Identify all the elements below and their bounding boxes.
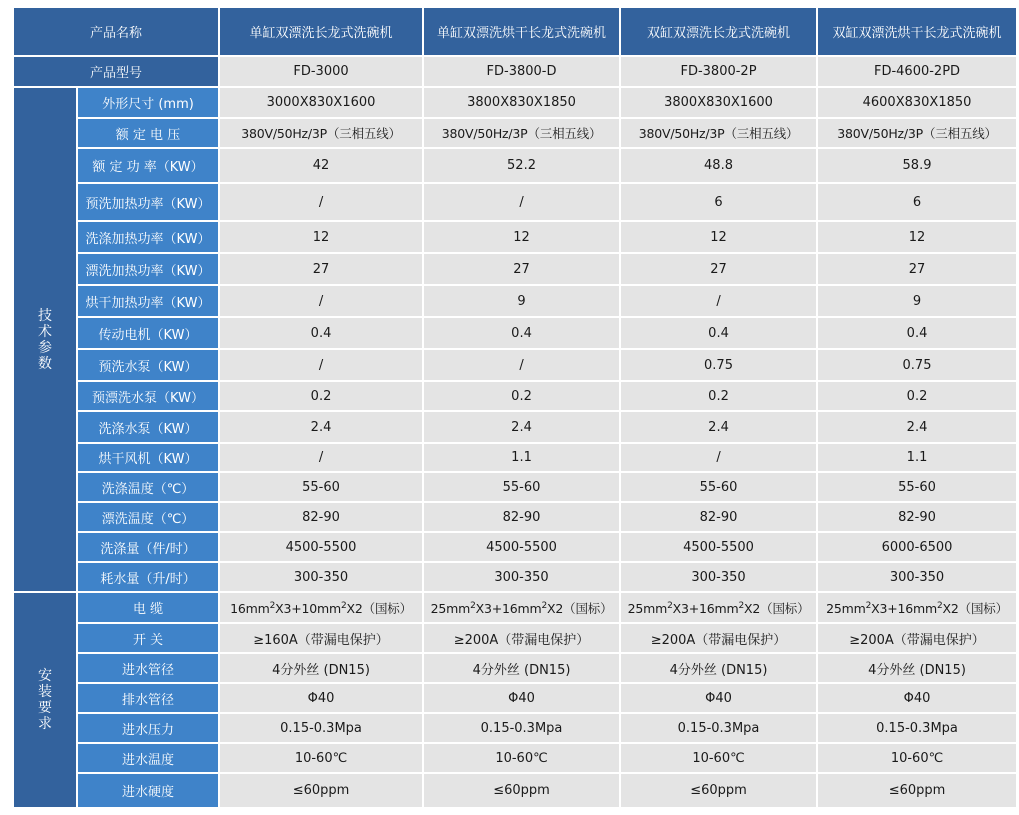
param-value: 300-350	[220, 563, 422, 591]
param-label: 洗涤加热功率（KW）	[78, 222, 218, 252]
param-value: 2.4	[424, 412, 619, 442]
param-value: 10-60℃	[424, 744, 619, 772]
param-value: 6	[621, 184, 816, 220]
param-value: 0.2	[621, 382, 816, 410]
param-value: 9	[818, 286, 1016, 316]
param-label: 传动电机（KW）	[78, 318, 218, 348]
param-value: 55-60	[220, 473, 422, 501]
tech-row	[14, 254, 1016, 284]
tech-row	[14, 318, 1016, 348]
cable-value	[220, 593, 422, 622]
param-value: 27	[424, 254, 619, 284]
param-value: 300-350	[818, 563, 1016, 591]
param-value: 4分外丝 (DN15)	[424, 654, 619, 682]
param-value: ≥200A（带漏电保护）	[818, 624, 1016, 652]
tech-row	[14, 119, 1016, 147]
param-value: 0.15-0.3Mpa	[621, 714, 816, 742]
param-value: 48.8	[621, 149, 816, 182]
param-value: 10-60℃	[621, 744, 816, 772]
param-value: 52.2	[424, 149, 619, 182]
tech-row	[14, 286, 1016, 316]
param-value: ≥160A（带漏电保护）	[220, 624, 422, 652]
param-value: 380V/50Hz/3P（三相五线）	[621, 119, 816, 147]
param-value: 0.2	[818, 382, 1016, 410]
product-name-cell: 双缸双漂洗长龙式洗碗机	[621, 8, 816, 55]
param-value: 0.2	[424, 382, 619, 410]
param-value: /	[220, 184, 422, 220]
cable-sup: 2	[937, 600, 943, 611]
tech-row	[14, 184, 1016, 220]
param-label: 排水管径	[78, 684, 218, 712]
product-name-row	[14, 8, 1016, 55]
param-label: 额 定 电 压	[78, 119, 218, 147]
param-value: 12	[220, 222, 422, 252]
cable-sup: 2	[541, 600, 548, 611]
cable-sup: 2	[470, 600, 476, 611]
param-value: 3800X830X1850	[424, 88, 619, 117]
param-value: 42	[220, 149, 422, 182]
product-model-cell: FD-3800-D	[424, 57, 619, 86]
param-value: 82-90	[621, 503, 816, 531]
param-value: /	[621, 444, 816, 471]
param-value: 4500-5500	[220, 533, 422, 561]
param-value: 55-60	[818, 473, 1016, 501]
install-row	[14, 624, 1016, 652]
param-label: 外形尺寸 (mm)	[78, 88, 218, 117]
install-row	[14, 684, 1016, 712]
product-model-row	[14, 57, 1016, 86]
param-value: 12	[424, 222, 619, 252]
param-value: Φ40	[621, 684, 816, 712]
param-value: ≥200A（带漏电保护）	[621, 624, 816, 652]
tech-row	[14, 88, 1016, 117]
cable-value	[621, 593, 816, 622]
param-value: /	[220, 444, 422, 471]
param-value: 0.75	[621, 350, 816, 380]
cable-sup: 2	[865, 600, 872, 611]
tech-row	[14, 503, 1016, 531]
param-label: 洗涤温度（℃）	[78, 473, 218, 501]
param-value: 0.15-0.3Mpa	[424, 714, 619, 742]
tech-row	[14, 412, 1016, 442]
param-value: ≤60ppm	[220, 774, 422, 807]
param-label: 额 定 功 率（KW）	[78, 149, 218, 182]
param-label: 洗涤量（件/时）	[78, 533, 218, 561]
install-row	[14, 654, 1016, 682]
param-value: 12	[818, 222, 1016, 252]
param-value: 380V/50Hz/3P（三相五线）	[424, 119, 619, 147]
param-value: 10-60℃	[220, 744, 422, 772]
param-value: /	[621, 286, 816, 316]
cable-part: X3+16mm	[475, 600, 542, 616]
param-value: 4600X830X1850	[818, 88, 1016, 117]
param-value: 55-60	[621, 473, 816, 501]
param-value: 3800X830X1600	[621, 88, 816, 117]
param-value: 4分外丝 (DN15)	[621, 654, 816, 682]
param-label: 进水管径	[78, 654, 218, 682]
cable-part: X3+16mm	[871, 600, 938, 616]
param-value: 1.1	[818, 444, 1016, 471]
spec-table-body	[14, 8, 1016, 807]
param-value: 2.4	[621, 412, 816, 442]
product-name-cell: 单缸双漂洗烘干长龙式洗碗机	[424, 8, 619, 55]
install-req-group	[14, 593, 76, 807]
tech-row	[14, 444, 1016, 471]
param-label: 开 关	[78, 624, 218, 652]
product-name-cell: 双缸双漂洗烘干长龙式洗碗机	[818, 8, 1016, 55]
cable-sup: 2	[341, 600, 347, 611]
product-model-cell: FD-4600-2PD	[818, 57, 1016, 86]
param-label: 烘干风机（KW）	[78, 444, 218, 471]
param-label: 预洗水泵（KW）	[78, 350, 218, 380]
param-value: 0.15-0.3Mpa	[818, 714, 1016, 742]
param-label: 进水硬度	[78, 774, 218, 807]
cable-part: 25mm	[627, 600, 668, 616]
cable-sup: 2	[269, 600, 276, 611]
install-row	[14, 714, 1016, 742]
param-value: 82-90	[818, 503, 1016, 531]
param-value: 0.2	[220, 382, 422, 410]
tech-row	[14, 473, 1016, 501]
cable-part: 25mm	[430, 600, 471, 616]
cable-part: X3+10mm	[275, 600, 342, 616]
param-value: 82-90	[220, 503, 422, 531]
param-value: 0.15-0.3Mpa	[220, 714, 422, 742]
tech-row	[14, 222, 1016, 252]
param-value: 4分外丝 (DN15)	[818, 654, 1016, 682]
param-value: ≤60ppm	[818, 774, 1016, 807]
param-label: 预漂洗水泵（KW）	[78, 382, 218, 410]
param-value: 2.4	[818, 412, 1016, 442]
cable-sup: 2	[738, 600, 745, 611]
param-value: ≤60ppm	[621, 774, 816, 807]
cable-part: X2（国标）	[744, 600, 810, 616]
param-label: 预洗加热功率（KW）	[78, 184, 218, 220]
product-model-header: 产品型号	[14, 57, 218, 86]
cable-part: X3+16mm	[672, 600, 739, 616]
install-req-label: 安 装 要 求	[38, 668, 52, 732]
param-value: 27	[220, 254, 422, 284]
param-value: /	[220, 286, 422, 316]
param-label: 进水温度	[78, 744, 218, 772]
cable-part: X2（国标）	[547, 600, 613, 616]
param-value: ≤60ppm	[424, 774, 619, 807]
install-row	[14, 744, 1016, 772]
product-model-cell: FD-3000	[220, 57, 422, 86]
product-name-header: 产品名称	[14, 8, 218, 55]
param-value: 27	[621, 254, 816, 284]
param-value: /	[424, 184, 619, 220]
tech-row	[14, 382, 1016, 410]
tech-row	[14, 350, 1016, 380]
tech-row	[14, 149, 1016, 182]
param-value: Φ40	[818, 684, 1016, 712]
param-value: 0.4	[220, 318, 422, 348]
param-value: 4500-5500	[424, 533, 619, 561]
tech-row	[14, 563, 1016, 591]
install-row	[14, 774, 1016, 807]
param-value: ≥200A（带漏电保护）	[424, 624, 619, 652]
param-value: 12	[621, 222, 816, 252]
product-model-cell: FD-3800-2P	[621, 57, 816, 86]
param-value: 0.75	[818, 350, 1016, 380]
param-value: 10-60℃	[818, 744, 1016, 772]
param-value: 0.4	[424, 318, 619, 348]
param-value: /	[220, 350, 422, 380]
param-value: 4分外丝 (DN15)	[220, 654, 422, 682]
param-value: 380V/50Hz/3P（三相五线）	[818, 119, 1016, 147]
param-label: 烘干加热功率（KW）	[78, 286, 218, 316]
param-value: /	[424, 350, 619, 380]
tech-row	[14, 533, 1016, 561]
param-value: 82-90	[424, 503, 619, 531]
param-value: 4500-5500	[621, 533, 816, 561]
param-label: 进水压力	[78, 714, 218, 742]
param-value: 3000X830X1600	[220, 88, 422, 117]
param-label: 电 缆	[78, 593, 218, 622]
param-value: 55-60	[424, 473, 619, 501]
param-label: 洗涤水泵（KW）	[78, 412, 218, 442]
param-value: 0.4	[818, 318, 1016, 348]
param-value: 1.1	[424, 444, 619, 471]
cable-part: X2（国标）	[346, 600, 412, 616]
cable-sup: 2	[667, 600, 673, 611]
param-value: 6	[818, 184, 1016, 220]
param-value: 6000-6500	[818, 533, 1016, 561]
param-label: 耗水量（升/时）	[78, 563, 218, 591]
cable-value	[424, 593, 619, 622]
param-value: 58.9	[818, 149, 1016, 182]
param-value: 300-350	[424, 563, 619, 591]
cable-part: X2（国标）	[942, 600, 1008, 616]
product-name-cell: 单缸双漂洗长龙式洗碗机	[220, 8, 422, 55]
cable-value	[818, 593, 1016, 622]
param-value: 27	[818, 254, 1016, 284]
param-value: 0.4	[621, 318, 816, 348]
spec-table	[12, 6, 1018, 809]
param-value: 300-350	[621, 563, 816, 591]
param-value: 9	[424, 286, 619, 316]
install-row	[14, 593, 1016, 622]
param-value: 380V/50Hz/3P（三相五线）	[220, 119, 422, 147]
cable-part: 16mm	[230, 600, 270, 616]
cable-part: 25mm	[826, 600, 866, 616]
param-label: 漂洗温度（℃）	[78, 503, 218, 531]
param-value: Φ40	[424, 684, 619, 712]
param-value: 2.4	[220, 412, 422, 442]
param-value: Φ40	[220, 684, 422, 712]
tech-params-label: 技 术 参 数	[38, 307, 52, 372]
tech-params-group	[14, 88, 76, 591]
param-label: 漂洗加热功率（KW）	[78, 254, 218, 284]
